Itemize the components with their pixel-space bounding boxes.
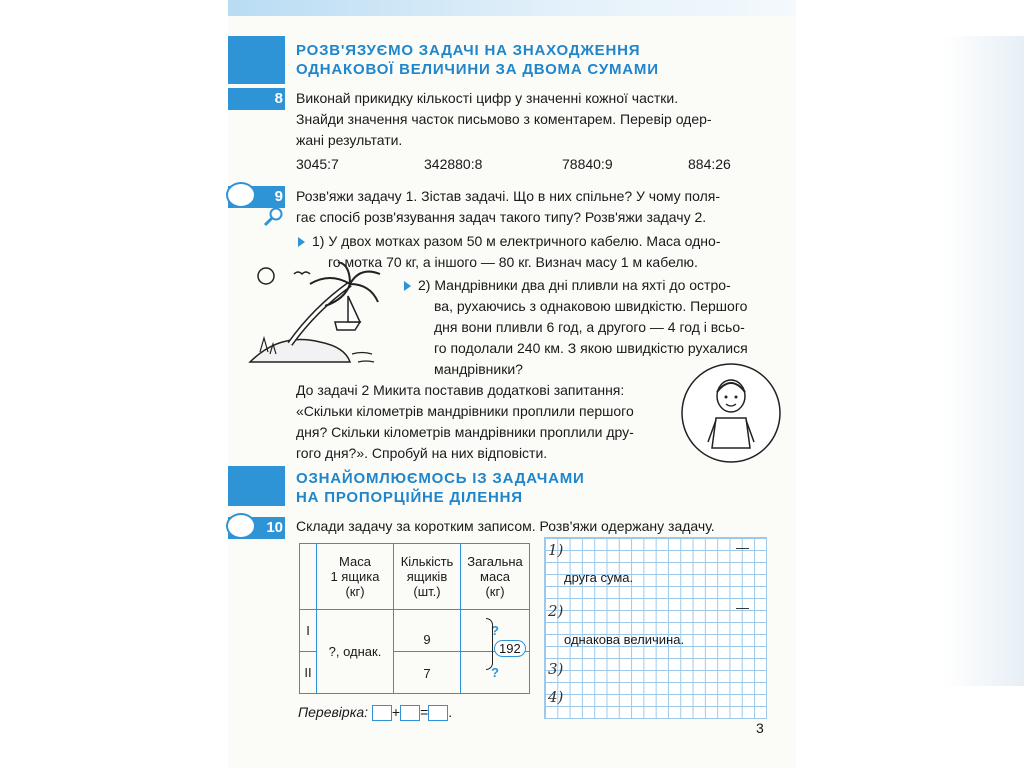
grid-step-2: 2) xyxy=(548,602,564,620)
task-number-9: 9 xyxy=(228,186,285,208)
magnifier-icon xyxy=(262,206,284,228)
task8-text: Виконай прикидку кількості цифр у значенні кожної частки. Знайди значення часток письмово з коментарем. Перевір одер- жані результати. xyxy=(296,90,712,148)
short-record-table xyxy=(299,543,530,694)
grid-step-3: 3) xyxy=(548,660,564,678)
task-number-8: 8 xyxy=(228,88,285,110)
page-number: 3 xyxy=(756,720,764,736)
cell-count-2: 7 xyxy=(394,652,461,694)
section-bar-2 xyxy=(228,466,285,506)
check-box-1 xyxy=(372,705,392,721)
section-title-1: РОЗВ'ЯЗУЄМО ЗАДАЧІ НА ЗНАХОДЖЕННЯ ОДНАКОВОЇ ВЕЛИЧИНИ ЗА ДВОМА СУМАМИ xyxy=(296,42,659,78)
top-decor-strip xyxy=(228,0,796,16)
problem1-arrow-icon xyxy=(298,237,305,247)
header-mass: Маса 1 ящика (кг) xyxy=(317,544,394,610)
island-yacht-illustration xyxy=(240,262,400,372)
check-box-2 xyxy=(400,705,420,721)
task9-circle-marker xyxy=(226,182,256,208)
grid-step-4: 4) xyxy=(548,688,564,706)
brace-icon xyxy=(486,618,493,670)
expr-1: 3045:7 xyxy=(296,156,339,172)
task10-circle-marker xyxy=(226,513,256,539)
check-label: Перевірка: xyxy=(298,704,368,720)
boy-mykyta-illustration xyxy=(680,362,782,464)
header-total: Загальна маса (кг) xyxy=(461,544,530,610)
task-number-10: 10 xyxy=(228,517,285,539)
grid-text-2: однакова величина. xyxy=(564,632,685,647)
check-box-3 xyxy=(428,705,448,721)
expr-2: 342880:8 xyxy=(424,156,483,172)
section-title-2: ОЗНАЙОМЛЮЄМОСЬ ІЗ ЗАДАЧАМИ НА ПРОПОРЦІЙНЕ ДІЛЕННЯ xyxy=(296,470,585,506)
grid-step-1: 1) xyxy=(548,541,564,559)
expr-4: 884:26 xyxy=(688,156,731,172)
grid-text-1: друга сума. xyxy=(564,570,634,585)
row-label-1: I xyxy=(300,610,317,652)
problem2-arrow-icon xyxy=(404,281,411,291)
task10-text: Склади задачу за коротким записом. Розв'яжи одержану задачу. xyxy=(296,518,715,534)
answer-grid xyxy=(544,537,767,719)
row-label-2: II xyxy=(300,652,317,694)
total-sum-value: 192 xyxy=(494,640,526,657)
cell-same-mass: ?, однак. xyxy=(317,610,394,694)
task9-text: Розв'яжи задачу 1. Зістав задачі. Що в них спільне? У чому поля- гає спосіб розв'язування задач такого типу? Розв'яжи задачу 2. xyxy=(296,188,721,225)
check-line: Перевірка: + = . xyxy=(298,704,453,720)
problem1-text: 1) У двох мотках разом 50 м електричного кабелю. Маса одно- го мотка 70 кг, а іншого — 80 кг. Визнач масу 1 м кабелю. xyxy=(312,233,721,270)
textbook-page xyxy=(228,0,796,768)
cell-total-1: ? xyxy=(461,610,530,652)
cell-count-1: 9 xyxy=(394,610,461,652)
header-count: Кількість ящиків (шт.) xyxy=(394,544,461,610)
table-corner xyxy=(300,544,317,610)
grid-dash-2: — xyxy=(736,600,749,615)
problem2-text: 2) Мандрівники два дні пливли на яхті до остро- ва, рухаючись з однаковою швидкістю. Першого дня вони пливли 6 год, а другого — 4 год і всьо- го подолали 240 км. З якою швидкістю рухалися мандрівники? xyxy=(418,277,748,377)
expr-3: 78840:9 xyxy=(562,156,613,172)
right-margin-shade xyxy=(944,36,1024,686)
extra-questions-text: До задачі 2 Микита поставив додаткові запитання: «Скільки кілометрів мандрівники проплили першого дня? Скільки кілометрів мандрівники проплили дру- гого дня?». Спробуй на них відповісти. xyxy=(296,382,634,461)
grid-dash-1: — xyxy=(736,540,749,555)
section-bar-1 xyxy=(228,36,285,84)
cell-total-2: ? xyxy=(461,652,530,694)
